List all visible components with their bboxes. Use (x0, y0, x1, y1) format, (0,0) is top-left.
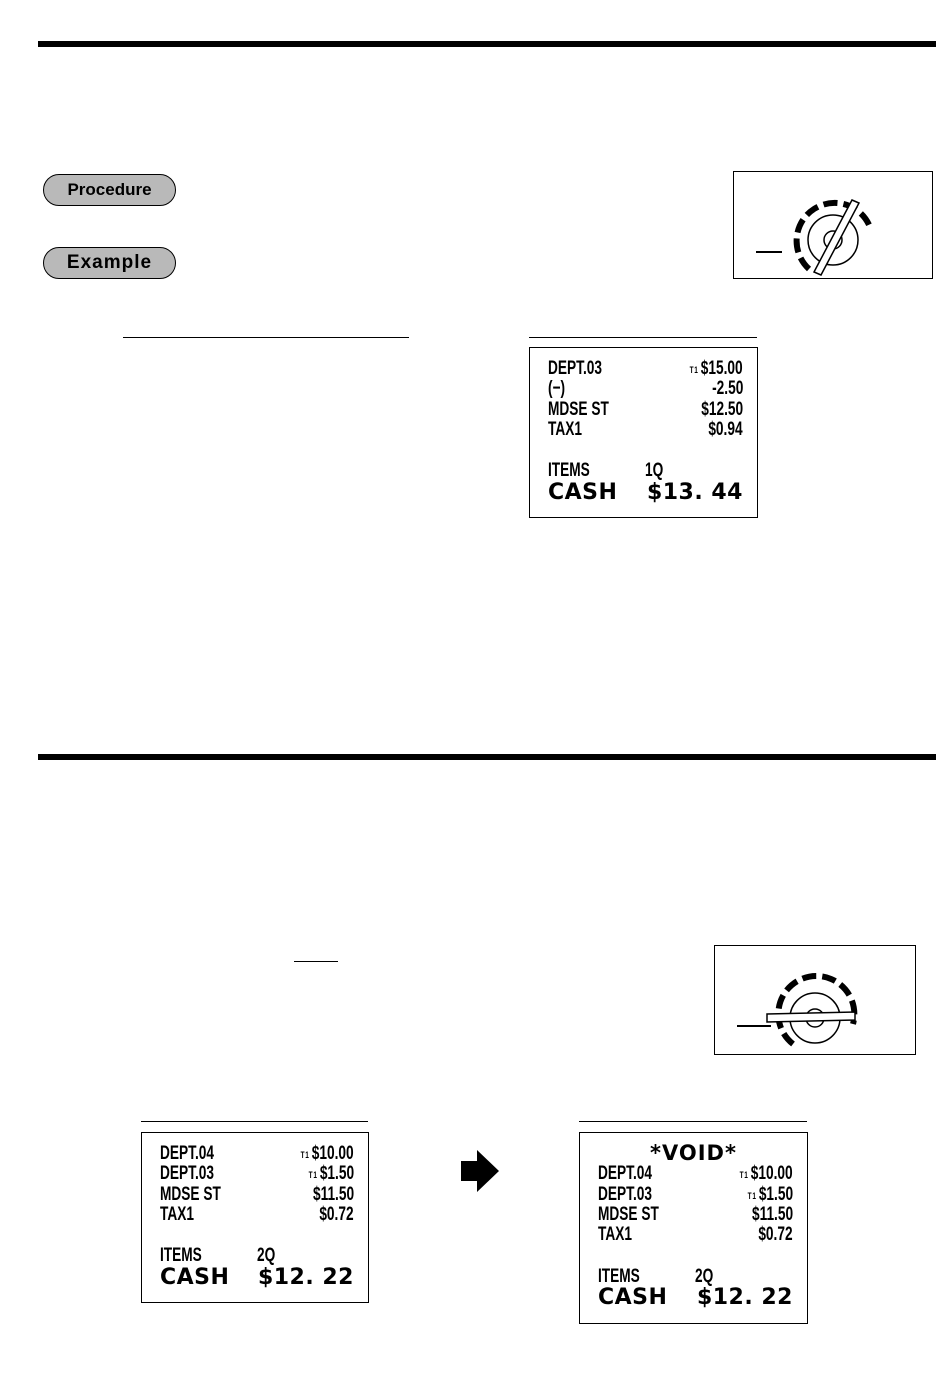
receipt-1 (529, 347, 758, 518)
receipt1-caption-line (529, 337, 757, 338)
receipt-row: DEPT.04 T1 $10.00 (160, 1143, 354, 1164)
receipt-3 (579, 1132, 808, 1324)
section2-underline (294, 961, 338, 962)
receipt-2 (141, 1132, 369, 1303)
receipt-row: DEPT.03 T1 $15.00 (548, 358, 743, 379)
mode-key-box-1 (733, 171, 933, 279)
void-header: *VOID* (650, 1141, 737, 1165)
receipt-row: DEPT.04 T1 $10.00 (598, 1163, 793, 1184)
receipt-row: MDSE ST $11.50 (598, 1204, 793, 1225)
receipt2-caption-line (141, 1121, 368, 1122)
example-badge: Example (43, 247, 176, 279)
receipt-row: MDSE ST $12.50 (548, 399, 743, 420)
receipt-items-row: ITEMS 1Q (548, 460, 664, 481)
receipt-cash-row: CASH $12. 22 (160, 1265, 354, 1290)
receipt-row: TAX1 $0.94 (548, 419, 743, 440)
receipt-items-row: ITEMS 2Q (160, 1245, 276, 1266)
section-top-rule (38, 41, 936, 47)
receipt1-top-line (123, 337, 409, 338)
receipt-row: TAX1 $0.72 (598, 1224, 793, 1245)
section-middle-rule (38, 754, 936, 760)
receipt-row: DEPT.03 T1 $1.50 (598, 1184, 793, 1205)
mode-key-switch-icon (734, 172, 932, 278)
mode-key-switch-icon (715, 946, 915, 1054)
procedure-badge: Procedure (43, 174, 176, 206)
receipt-row: TAX1 $0.72 (160, 1204, 354, 1225)
right-arrow-icon (461, 1150, 501, 1192)
receipt3-caption-line (579, 1121, 807, 1122)
receipt-row: MDSE ST $11.50 (160, 1184, 354, 1205)
receipt-items-row: ITEMS 2Q (598, 1266, 714, 1287)
mode-key-box-2 (714, 945, 916, 1055)
receipt-cash-row: CASH $12. 22 (598, 1285, 793, 1310)
receipt-row: DEPT.03 T1 $1.50 (160, 1163, 354, 1184)
receipt-cash-row: CASH $13. 44 (548, 480, 743, 505)
receipt-row: (−) -2.50 (548, 378, 743, 399)
